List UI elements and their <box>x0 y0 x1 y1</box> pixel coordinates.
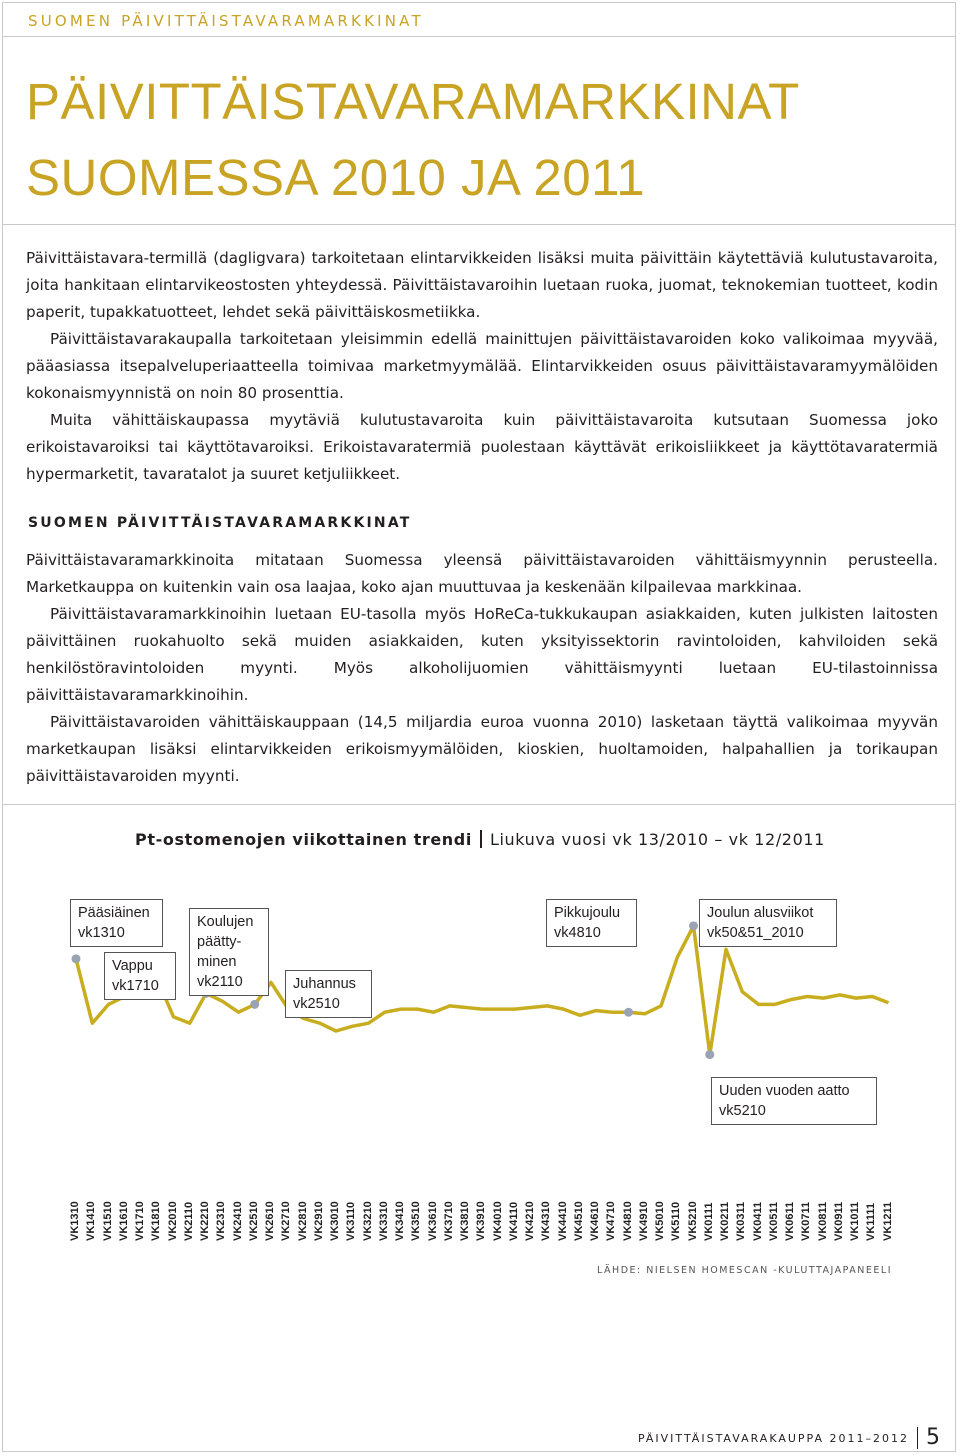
source-note: LÄHDE: NIELSEN HOMESCAN -KULUTTAJAPANEELI <box>597 1265 892 1276</box>
chart-title-separator <box>480 830 482 848</box>
footer-publication: PÄIVITTÄISTAVARAKAUPPA 2011–2012 <box>637 1432 909 1445</box>
x-tick-label: VK5110 <box>670 1201 683 1241</box>
annotation-week: vk4810 <box>554 925 601 941</box>
page-title-line-1: PÄIVITTÄISTAVARAMARKKINAT <box>26 73 800 130</box>
annotation-text: Uuden vuoden aatto <box>719 1083 850 1099</box>
chart-title-main: Pt-ostomenojen viikottainen trendi <box>135 830 472 849</box>
annotation-text: minen <box>197 954 237 970</box>
x-tick-label: VK3310 <box>377 1201 390 1241</box>
x-tick-label: VK0511 <box>767 1201 780 1241</box>
x-tick-label: VK3910 <box>475 1201 488 1241</box>
x-tick-label: VK2410 <box>231 1201 244 1241</box>
x-tick-label: VK3210 <box>361 1201 374 1241</box>
x-tick-label: VK3810 <box>459 1201 471 1241</box>
x-tick-label: VK1510 <box>101 1201 114 1241</box>
x-tick-label: VK1710 <box>134 1201 146 1241</box>
page-title <box>26 64 800 216</box>
annotation-koulujen <box>189 908 269 996</box>
data-point-marker <box>624 1008 633 1017</box>
x-tick-label: VK3610 <box>426 1201 439 1241</box>
annotation-week: vk1310 <box>78 925 125 941</box>
chart-divider <box>2 804 956 805</box>
x-tick-label: VK0111 <box>702 1202 715 1241</box>
annotation-text: Joulun alusviikot <box>707 905 814 921</box>
chart-title <box>0 830 960 849</box>
section-heading: SUOMEN PÄIVITTÄISTAVARAMARKKINAT <box>28 515 412 531</box>
annotation-text: päätty- <box>197 934 242 950</box>
data-point-marker <box>72 954 81 963</box>
x-tick-label: VK5010 <box>654 1201 666 1241</box>
x-tick-label: VK0911 <box>832 1201 845 1241</box>
x-tick-label: VK3110 <box>345 1201 358 1241</box>
x-tick-label: VK1410 <box>85 1201 98 1241</box>
annotation-vappu <box>104 952 176 1000</box>
x-tick-label: VK4510 <box>572 1201 585 1241</box>
annotation-week: vk2110 <box>197 974 243 990</box>
intro-paragraph-3: Muita vähittäiskaupassa myytäviä kulutustavaroita kuin päivittäistavaroita kutsutaan Suomessa joko erikoistavaroiksi tai käyttötavaroiksi. Erikoistavaratermiä puolestaan käyttävät erikoisliikkeet ja käyttötavaratermiä hypermarketit, tavaratalot ja suuret ketjuliikkeet. <box>26 411 938 483</box>
annotation-text: Juhannus <box>293 976 356 992</box>
x-tick-label: VK4110 <box>507 1201 520 1241</box>
annotation-pikkujoulu <box>546 899 637 947</box>
x-tick-label: VK0411 <box>751 1201 764 1241</box>
annotation-week: vk2510 <box>293 996 340 1012</box>
x-tick-label: VK4710 <box>605 1201 618 1241</box>
section-paragraph-3: Päivittäistavaroiden vähittäiskauppaan (14,5 miljardia euroa vuonna 2010) lasketaan täyttä valikoimaa myyvän marketkaupan lisäksi elintarvikkeiden erikoismyymälöiden, kioskien, huoltamoiden, halpahallien ja torikaupan päivittäistavaroiden myynti. <box>26 713 938 785</box>
x-tick-label: VK4910 <box>637 1201 650 1241</box>
data-point-marker <box>689 921 698 930</box>
x-tick-label: VK0211 <box>719 1201 731 1241</box>
title-divider <box>2 224 956 225</box>
x-tick-label: VK2310 <box>215 1201 228 1241</box>
x-tick-label: VK1810 <box>150 1201 163 1241</box>
annotation-juhannus <box>285 970 372 1018</box>
annotation-week: vk50&51_2010 <box>707 925 804 941</box>
x-tick-label: VK2710 <box>280 1201 293 1241</box>
section-paragraph-1: Päivittäistavaramarkkinoita mitataan Suomessa yleensä päivittäistavaroiden vähittäismyynnin perusteella. Marketkauppa on kuitenkin vain osa laajaa, koko ajan muuttuvaa ja keskenään kilpailevaa markkinaa. <box>26 551 938 596</box>
x-tick-label: VK2510 <box>247 1201 260 1241</box>
x-tick-label: VK1211 <box>881 1201 894 1241</box>
x-tick-label: VK0611 <box>784 1201 796 1241</box>
data-point-marker <box>705 1050 714 1059</box>
x-tick-label: VK2810 <box>296 1201 309 1241</box>
page-number: 5 <box>926 1425 940 1450</box>
x-tick-label: VK2910 <box>312 1201 325 1241</box>
x-tick-label: VK3410 <box>394 1201 406 1241</box>
x-tick-label: VK2210 <box>199 1201 211 1241</box>
x-tick-label: VK4810 <box>621 1201 634 1241</box>
intro-text <box>26 245 938 488</box>
x-tick-label: VK3710 <box>442 1201 455 1241</box>
x-tick-label: VK0311 <box>735 1201 748 1241</box>
running-header: SUOMEN PÄIVITTÄISTAVARAMARKKINAT <box>28 12 424 30</box>
annotation-uusi-vuosi <box>711 1077 877 1125</box>
x-tick-label: VK2610 <box>264 1201 276 1241</box>
annotation-week: vk1710 <box>112 978 159 994</box>
header-divider <box>2 36 956 37</box>
x-tick-label: VK4610 <box>589 1201 601 1241</box>
x-tick-label: VK4010 <box>491 1201 504 1241</box>
section-paragraph-2: Päivittäistavaramarkkinoihin luetaan EU-tasolla myös HoReCa-tukkukaupan asiakkaiden, kuten julkisten laitosten päivittäinen ruokahuolto sekä muiden asiakkaiden, kuten yksityissektorin ravintoloiden, kahviloiden sekä henkilöstöravintoloiden myynti. Myös alkoholijuomien vähittäismyynti luetaan EU-tilastoinnissa päivittäistavaramarkkinoihin. <box>26 605 938 704</box>
x-tick-label: VK4410 <box>556 1201 569 1241</box>
annotation-joulun-alusviikot <box>699 899 837 947</box>
x-tick-label: VK1610 <box>117 1201 130 1241</box>
data-point-marker <box>250 1000 259 1009</box>
annotation-text: Pääsiäinen <box>78 905 150 921</box>
x-tick-label: VK1310 <box>69 1201 81 1241</box>
x-tick-label: VK3010 <box>329 1201 341 1241</box>
intro-paragraph-2: Päivittäistavarakaupalla tarkoitetaan yleisimmin edellä mainittujen päivittäistavaroiden koko valikoimaa myyvää, pääasiassa itsepalveluperiaatteella toimivaa marketmyymälää. Elintarvikkeiden osuus päivittäistavaramyymälöiden kokonaismyynnistä on noin 80 prosenttia. <box>26 330 938 402</box>
x-tick-label: VK5210 <box>686 1201 699 1241</box>
x-tick-label: VK4210 <box>524 1201 536 1241</box>
annotation-text: Koulujen <box>197 914 254 930</box>
intro-paragraph-1: Päivittäistavara-termillä (dagligvara) tarkoitetaan elintarvikkeiden lisäksi muita päivittäin käytettäviä kulutustavaroita, joita hankitaan elintarvikeostosten yhteydessä. Päivittäistavaroihin luetaan ruoka, juomat, teknokemian tuotteet, kodin paperit, tupakkatuotteet, lehdet sekä päivittäiskosmetiikka. <box>26 249 938 321</box>
x-tick-label: VK3510 <box>410 1201 423 1241</box>
x-tick-label: VK2110 <box>182 1201 195 1241</box>
annotation-paasiainen <box>70 899 163 947</box>
footer-separator <box>917 1427 918 1449</box>
page-footer <box>638 1425 940 1450</box>
x-tick-label: VK2010 <box>166 1201 179 1241</box>
x-tick-label: VK0811 <box>816 1201 829 1241</box>
x-tick-label: VK1111 <box>865 1203 878 1241</box>
section-text <box>26 547 938 790</box>
annotation-week: vk5210 <box>719 1103 766 1119</box>
x-tick-label: VK4310 <box>540 1201 553 1241</box>
chart-title-subtitle: Liukuva vuosi vk 13/2010 – vk 12/2011 <box>489 830 825 849</box>
x-tick-label: VK1011 <box>849 1201 861 1241</box>
annotation-text: Vappu <box>112 958 153 974</box>
annotation-text: Pikkujoulu <box>554 905 621 921</box>
page-title-line-2: SUOMESSA 2010 JA 2011 <box>26 149 646 206</box>
x-tick-label: VK0711 <box>800 1201 813 1241</box>
